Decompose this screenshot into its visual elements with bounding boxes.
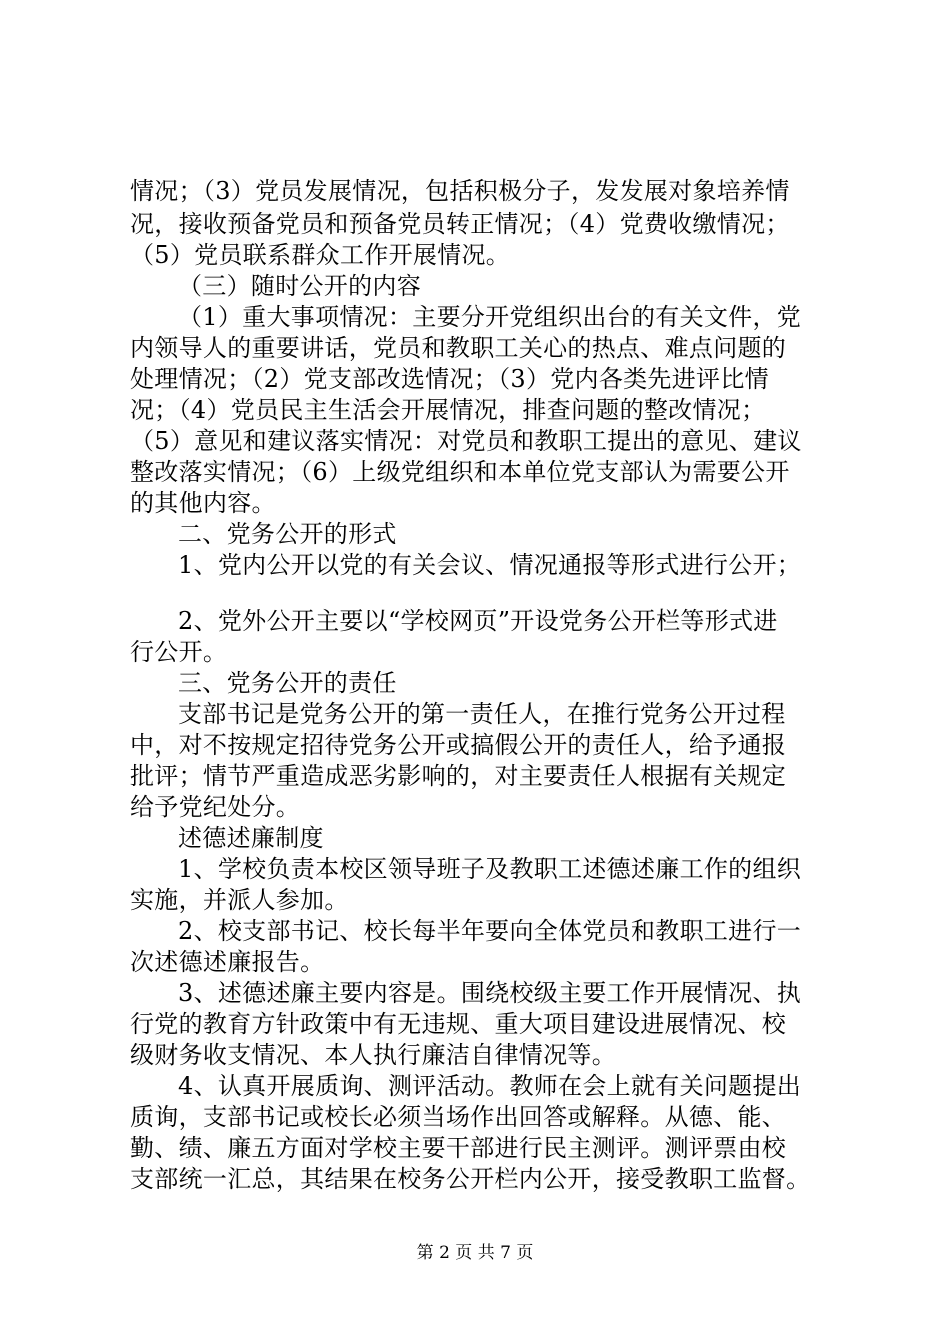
text-line: 行公开。 <box>130 638 228 666</box>
text-line: 2、党外公开主要以“学校网页”开设党务公开栏等形式进 <box>178 607 778 635</box>
text-line: 内领导人的重要讲话，党员和教职工关心的热点、难点问题的 <box>130 334 787 362</box>
text-line: 中，对不按规定招待党务公开或搞假公开的责任人，给予通报 <box>130 731 787 759</box>
text-line: 勤、绩、廉五方面对学校主要干部进行民主测评。测评票由校 <box>130 1134 787 1162</box>
text-line: 处理情况；（2）党支部改选情况；（3）党内各类先进评比情 <box>130 365 769 393</box>
page-number-footer: 第 2 页 共 7 页 <box>416 1243 534 1263</box>
text-line: 批评；情节严重造成恶劣影响的，对主要责任人根据有关规定 <box>130 762 787 790</box>
text-line: 1、党内公开以党的有关会议、情况通报等形式进行公开； <box>178 551 802 579</box>
section-heading: 三、党务公开的责任 <box>178 669 397 697</box>
text-line: 次述德述廉报告。 <box>130 948 325 976</box>
section-heading: 述德述廉制度 <box>178 824 324 852</box>
text-line: 1、学校负责本校区领导班子及教职工述德述廉工作的组织 <box>178 855 802 883</box>
text-line: 3、述德述廉主要内容是。围绕校级主要工作开展情况、执 <box>178 979 802 1007</box>
text-line: 实施，并派人参加。 <box>130 886 349 914</box>
text-line: 2、校支部书记、校长每半年要向全体党员和教职工进行一 <box>178 917 802 945</box>
text-line: 4、认真开展质询、测评活动。教师在会上就有关问题提出 <box>178 1072 802 1100</box>
text-line: 况；（4）党员民主生活会开展情况，排查问题的整改情况； <box>130 396 766 424</box>
text-line: 给予党纪处分。 <box>130 793 301 821</box>
text-line: 行党的教育方针政策中有无违规、重大项目建设进展情况、校 <box>130 1010 787 1038</box>
text-line: （5）党员联系群众工作开展情况。 <box>130 241 511 269</box>
text-line: 情况；（3）党员发展情况，包括积极分子，发发展对象培养情 <box>130 177 790 205</box>
section-heading: 二、党务公开的形式 <box>178 520 397 548</box>
text-line: （5）意见和建议落实情况：对党员和教职工提出的意见、建议 <box>130 427 802 455</box>
text-line: 整改落实情况；（6）上级党组织和本单位党支部认为需要公开 <box>130 458 790 486</box>
section-heading: （三）随时公开的内容 <box>178 272 421 300</box>
text-line: 况，接收预备党员和预备党员转正情况；（4）党费收缴情况； <box>130 210 790 238</box>
text-line: （1）重大事项情况：主要分开党组织出台的有关文件，党 <box>178 303 802 331</box>
text-line: 支部书记是党务公开的第一责任人，在推行党务公开过程 <box>178 700 786 728</box>
text-line: 的其他内容。 <box>130 489 276 517</box>
text-line: 支部统一汇总，其结果在校务公开栏内公开，接受教职工监督。 <box>130 1165 811 1193</box>
text-line: 级财务收支情况、本人执行廉洁自律情况等。 <box>130 1041 616 1069</box>
text-line: 质询，支部书记或校长必须当场作出回答或解释。从德、能、 <box>130 1103 787 1131</box>
